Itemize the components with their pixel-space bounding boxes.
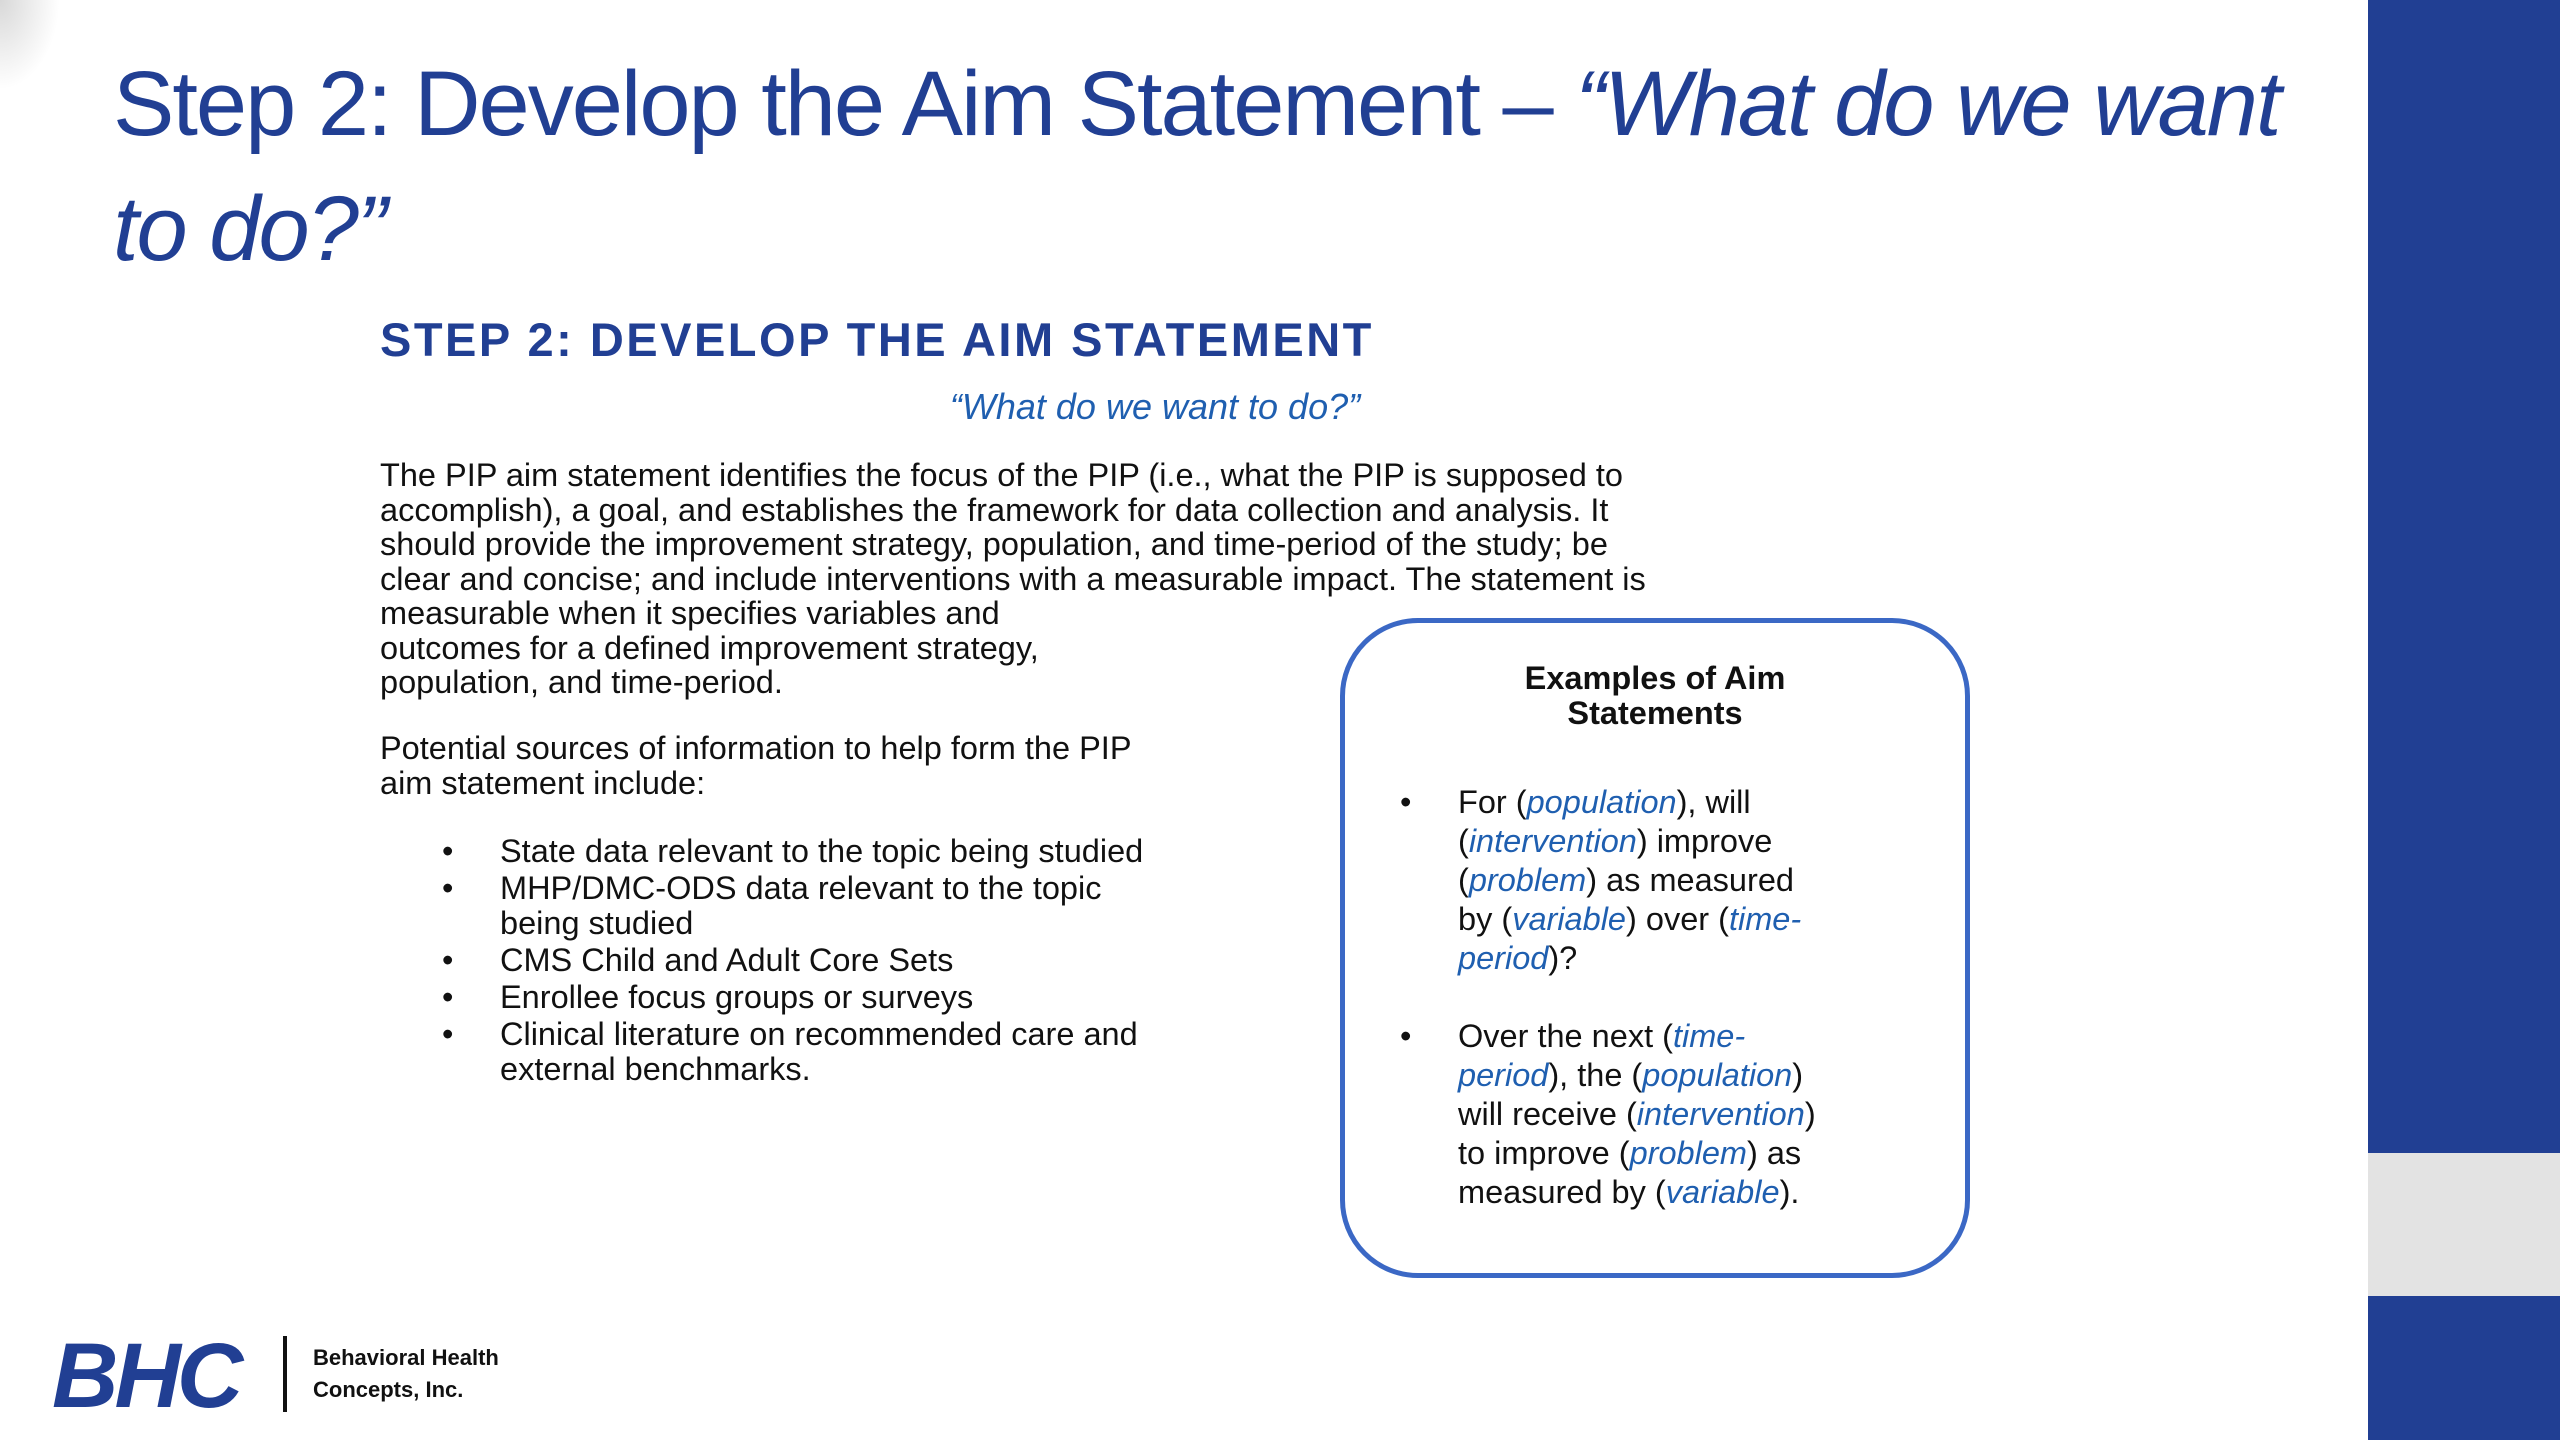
paragraph-line: aim statement include: xyxy=(380,764,706,801)
examples-heading-line: Statements xyxy=(1567,695,1743,731)
paragraph-line: accomplish), a goal, and establishes the framework for data collection and analysis. It xyxy=(380,491,1609,528)
logo-divider xyxy=(283,1336,287,1412)
example-text: ) xyxy=(1804,1096,1816,1132)
list-item-text: being studied xyxy=(500,905,694,941)
list-item-text: MHP/DMC-ODS data relevant to the topic xyxy=(500,870,1102,906)
variable-placeholder: problem xyxy=(1468,862,1587,898)
document-subtitle: “What do we want to do?” xyxy=(949,386,1361,427)
examples-heading-line: Examples of Aim xyxy=(1524,660,1786,696)
bullet-icon: • xyxy=(442,870,454,906)
example-text: ) as xyxy=(1747,1135,1802,1171)
paragraph-line: population, and time-period. xyxy=(380,664,783,700)
list-item-text: Enrollee focus groups or surveys xyxy=(500,979,974,1015)
list-item-text: Clinical literature on recommended care and xyxy=(500,1016,1138,1052)
example-text: For ( xyxy=(1458,784,1527,820)
example-text: )? xyxy=(1548,940,1578,976)
variable-placeholder: time- xyxy=(1728,901,1802,937)
aim-examples-box xyxy=(1340,618,1970,1278)
bullet-icon: • xyxy=(442,1016,454,1052)
example-text: will receive ( xyxy=(1458,1096,1637,1132)
variable-placeholder: period xyxy=(1458,940,1549,976)
list-item-text: external benchmarks. xyxy=(500,1051,811,1087)
document-heading: STEP 2: DEVELOP THE AIM STATEMENT xyxy=(380,313,1374,366)
example-text: measured by ( xyxy=(1458,1174,1666,1210)
bhc-logo xyxy=(48,1325,268,1425)
bullet-icon: • xyxy=(442,942,454,978)
bullet-icon: • xyxy=(442,833,454,869)
bullet-icon: • xyxy=(442,979,454,1015)
list-item-text: CMS Child and Adult Core Sets xyxy=(500,942,954,978)
variable-placeholder: variable xyxy=(1665,1174,1780,1210)
example-text: to improve ( xyxy=(1458,1135,1630,1171)
paragraph-line: Potential sources of information to help form the PIP xyxy=(380,730,1132,766)
variable-placeholder: intervention xyxy=(1468,823,1637,859)
list-item xyxy=(380,1017,1320,1087)
sources-intro xyxy=(380,731,1132,800)
example-text: Over the next ( xyxy=(1458,1018,1673,1054)
variable-placeholder: variable xyxy=(1512,901,1627,937)
company-name xyxy=(313,1342,499,1406)
example-text: ( xyxy=(1458,862,1469,898)
paragraph-line: clear and concise; and include interventions with a measurable impact. The statement is xyxy=(380,560,1646,597)
example-text: ), the ( xyxy=(1548,1057,1643,1093)
corner-shadow xyxy=(0,0,60,90)
paragraph-line: should provide the improvement strategy, population, and time-period of the study; be xyxy=(380,526,1608,562)
side-accent-band xyxy=(2368,1153,2560,1296)
paragraph-line: outcomes for a defined improvement strategy, xyxy=(380,629,1039,666)
example-text: by ( xyxy=(1458,901,1513,937)
variable-placeholder: problem xyxy=(1629,1135,1747,1171)
example-text: ) improve xyxy=(1636,823,1773,859)
aim-example-1 xyxy=(1345,783,1965,978)
bhc-logo-text: BHC xyxy=(52,1325,240,1425)
example-text: ) over ( xyxy=(1626,901,1729,937)
list-item xyxy=(380,943,1320,978)
list-item xyxy=(380,980,1320,1015)
paragraph-line: The PIP aim statement identifies the focus of the PIP (i.e., what the PIP is supposed to xyxy=(380,457,1623,493)
bullet-icon: • xyxy=(1400,784,1412,820)
examples-heading xyxy=(1345,661,1965,731)
aim-example-2 xyxy=(1345,1017,1965,1212)
variable-placeholder: time- xyxy=(1672,1018,1746,1054)
variable-placeholder: period xyxy=(1458,1057,1549,1093)
variable-placeholder: population xyxy=(1526,784,1677,820)
list-item xyxy=(380,871,1320,941)
list-item-text: State data relevant to the topic being studied xyxy=(500,833,1144,869)
sources-list xyxy=(380,834,1320,1089)
company-name-line: Behavioral Health xyxy=(313,1345,499,1370)
example-text: ), will xyxy=(1676,784,1751,820)
slide-title-question: “What do we want to do?” xyxy=(113,53,2280,280)
example-text: ) as measured xyxy=(1586,862,1794,898)
slide-title-plain: Step 2: Develop the Aim Statement – xyxy=(113,53,1576,155)
paragraph-line: measurable when it specifies variables and xyxy=(380,595,1000,631)
example-text: ). xyxy=(1779,1174,1800,1210)
example-text: ( xyxy=(1458,823,1469,859)
company-name-line: Concepts, Inc. xyxy=(313,1377,464,1402)
variable-placeholder: population xyxy=(1642,1057,1793,1093)
example-text: ) xyxy=(1792,1057,1804,1093)
list-item xyxy=(380,834,1320,869)
bullet-icon: • xyxy=(1400,1018,1412,1054)
slide-title xyxy=(113,42,2333,292)
examples-list xyxy=(1345,783,1965,1251)
variable-placeholder: intervention xyxy=(1636,1096,1805,1132)
